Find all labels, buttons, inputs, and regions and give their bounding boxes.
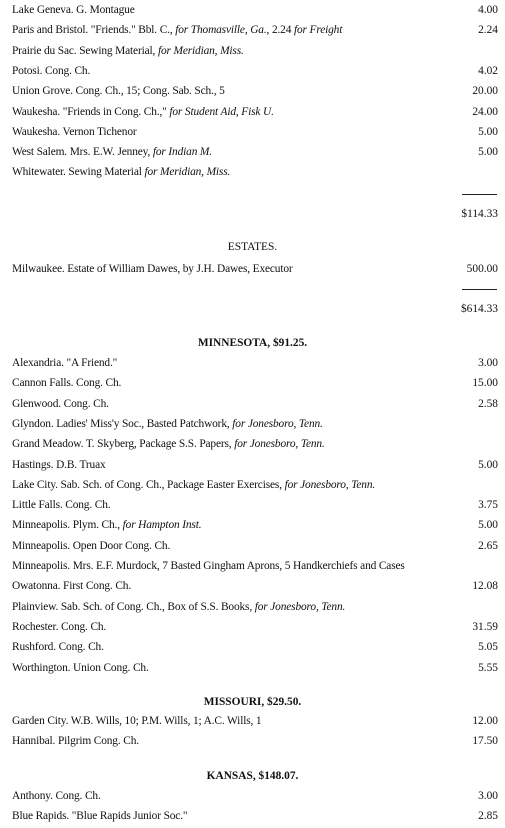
entry-text: West Salem. Mrs. E.W. Jenney, [12, 146, 153, 159]
entry-row [12, 560, 498, 578]
entry-designation-italic: for Meridian, Miss. [157, 44, 244, 57]
entry-description: Hannibal. Pilgrim Cong. Ch. [12, 735, 139, 748]
entry-amount: 17.50 [472, 735, 498, 748]
entry-row [12, 263, 498, 281]
entry-description: Garden City. W.B. Wills, 10; P.M. Wills, 1; A.C. Wills, 1 [12, 715, 262, 727]
entry-row [12, 735, 498, 753]
entry-text: Grand Meadow. T. Skyberg, Package S.S. Papers, [12, 438, 235, 451]
entry-row [12, 438, 498, 456]
entry-amount: 5.00 [478, 146, 498, 159]
entry-description [12, 106, 274, 118]
entry-amount: 12.00 [472, 715, 498, 727]
subtotal-amount: $114.33 [461, 208, 498, 220]
entry-row [12, 85, 498, 103]
sum-rule [462, 194, 497, 195]
entry-row [12, 45, 498, 63]
entry-amount: 5.55 [478, 661, 498, 674]
entry-description: Alexandria. "A Friend." [12, 357, 118, 369]
entry-row [12, 126, 498, 144]
entry-row [12, 4, 498, 22]
entry-designation-italic: for Thomasville, Ga. [175, 24, 267, 37]
entry-amount: 5.00 [478, 519, 498, 532]
entry-amount: 2.58 [478, 397, 498, 410]
entry-row [12, 166, 498, 184]
entry-text: Whitewater. Sewing Material [12, 166, 145, 179]
entry-row [12, 459, 498, 477]
entry-row [12, 790, 498, 808]
entry-row [12, 24, 498, 42]
entry-description: Owatonna. First Cong. Ch. [12, 580, 132, 593]
entry-description [12, 479, 375, 491]
entry-designation-italic: for Indian M. [152, 146, 212, 159]
entry-text: Paris and Bristol. "Friends." Bbl. C., [12, 24, 176, 37]
entry-row [12, 65, 498, 83]
entry-amount: 4.02 [478, 64, 498, 77]
entry-description [12, 166, 230, 178]
entry-amount: 2.65 [478, 539, 498, 552]
entry-row [12, 357, 498, 375]
entry-row [12, 106, 498, 124]
entry-amount: 4.00 [478, 4, 498, 16]
entry-amount: 500.00 [466, 263, 498, 275]
entry-amount: 3.00 [478, 790, 498, 802]
entry-description: Little Falls. Cong. Ch. [12, 499, 111, 512]
kansas-heading: KANSAS, $148.07. [206, 770, 299, 782]
entry-row [12, 398, 498, 416]
entry-description: Worthington. Union Cong. Ch. [12, 661, 149, 674]
entry-text: Prairie du Sac. Sewing Material, [12, 44, 158, 57]
entry-description: Lake Geneva. G. Montague [12, 4, 135, 16]
entry-designation-italic: for Meridian, Miss. [144, 166, 231, 179]
entry-designation-italic: for Jonesboro, Tenn. [232, 417, 323, 430]
entry-description: Glenwood. Cong. Ch. [12, 397, 109, 410]
entry-description [12, 24, 342, 36]
entry-row [12, 580, 498, 598]
entry-description: Anthony. Cong. Ch. [12, 790, 101, 802]
entry-amount: 15.00 [472, 377, 498, 390]
entry-description [12, 519, 201, 531]
entry-row [12, 621, 498, 639]
entry-designation-italic: for Jonesboro, Tenn. [234, 438, 325, 451]
entry-row [12, 601, 498, 619]
entry-row [12, 641, 498, 659]
entry-designation-italic: for Jonesboro, Tenn. [284, 478, 376, 491]
entry-amount: 2.24 [478, 24, 498, 37]
entry-description: Union Grove. Cong. Ch., 15; Cong. Sab. Sch., 5 [12, 85, 225, 98]
entry-description: Hastings. D.B. Truax [12, 458, 106, 471]
entry-amount: 3.75 [478, 499, 498, 512]
entry-amount: 5.05 [478, 641, 498, 654]
entry-row [12, 540, 498, 558]
missouri-heading: MISSOURI, $29.50. [203, 696, 302, 708]
entry-designation-italic: for Freight [293, 24, 343, 37]
entry-description: Rushford. Cong. Ch. [12, 641, 104, 654]
entry-designation-italic: for Hampton Inst. [122, 519, 202, 532]
entry-text: , 2.24 [266, 24, 294, 37]
entry-description [12, 45, 244, 57]
estates-heading: ESTATES. [227, 241, 278, 253]
entry-description: Minneapolis. Mrs. E.F. Murdock, 7 Basted Gingham Aprons, 5 Handkerchiefs and Cases [12, 560, 405, 572]
entry-text: Glyndon. Ladies' Miss'y Soc., Basted Patchwork, [12, 417, 233, 430]
entry-amount: 2.85 [478, 810, 498, 823]
entry-description: Blue Rapids. "Blue Rapids Junior Soc." [12, 810, 188, 823]
entry-text: Minneapolis. Plym. Ch., [12, 519, 123, 532]
entry-designation-italic: for Jonesboro, Tenn. [254, 600, 346, 613]
minnesota-heading: MINNESOTA, $91.25. [197, 337, 308, 349]
entry-row [12, 146, 498, 164]
entry-description: Waukesha. Vernon Tichenor [12, 125, 137, 138]
entry-row [12, 715, 498, 733]
entry-row [12, 499, 498, 517]
entry-text: Plainview. Sab. Sch. of Cong. Ch., Box of S.S. Books, [12, 600, 255, 613]
entry-text: Waukesha. "Friends in Cong. Ch.," [12, 105, 170, 118]
entry-amount: 24.00 [472, 105, 498, 118]
entry-amount: 12.08 [472, 580, 498, 593]
entry-row [12, 479, 498, 497]
entry-amount: 3.00 [478, 357, 498, 369]
entry-text: Lake City. Sab. Sch. of Cong. Ch., Package Easter Exercises, [12, 478, 285, 491]
entry-amount: 5.00 [478, 458, 498, 471]
entry-row [12, 418, 498, 436]
entry-description: Minneapolis. Open Door Cong. Ch. [12, 539, 171, 552]
entry-row [12, 662, 498, 680]
entry-description [12, 418, 323, 430]
entry-description: Milwaukee. Estate of William Dawes, by J.H. Dawes, Executor [12, 263, 293, 275]
running-total-amount: $614.33 [460, 303, 498, 315]
entry-row [12, 810, 498, 828]
entry-description: Potosi. Cong. Ch. [12, 64, 91, 77]
entry-description: Cannon Falls. Cong. Ch. [12, 377, 122, 390]
entry-description [12, 146, 212, 158]
entry-amount: 5.00 [478, 125, 498, 138]
entry-row [12, 377, 498, 395]
entry-description [12, 438, 325, 450]
entry-amount: 20.00 [472, 85, 498, 98]
entry-row [12, 519, 498, 537]
entry-description: Rochester. Cong. Ch. [12, 620, 107, 633]
sum-rule [462, 289, 497, 290]
entry-designation-italic: for Student Aid, Fisk U. [169, 105, 274, 118]
entry-description [12, 601, 345, 613]
entry-amount: 31.59 [472, 620, 498, 633]
